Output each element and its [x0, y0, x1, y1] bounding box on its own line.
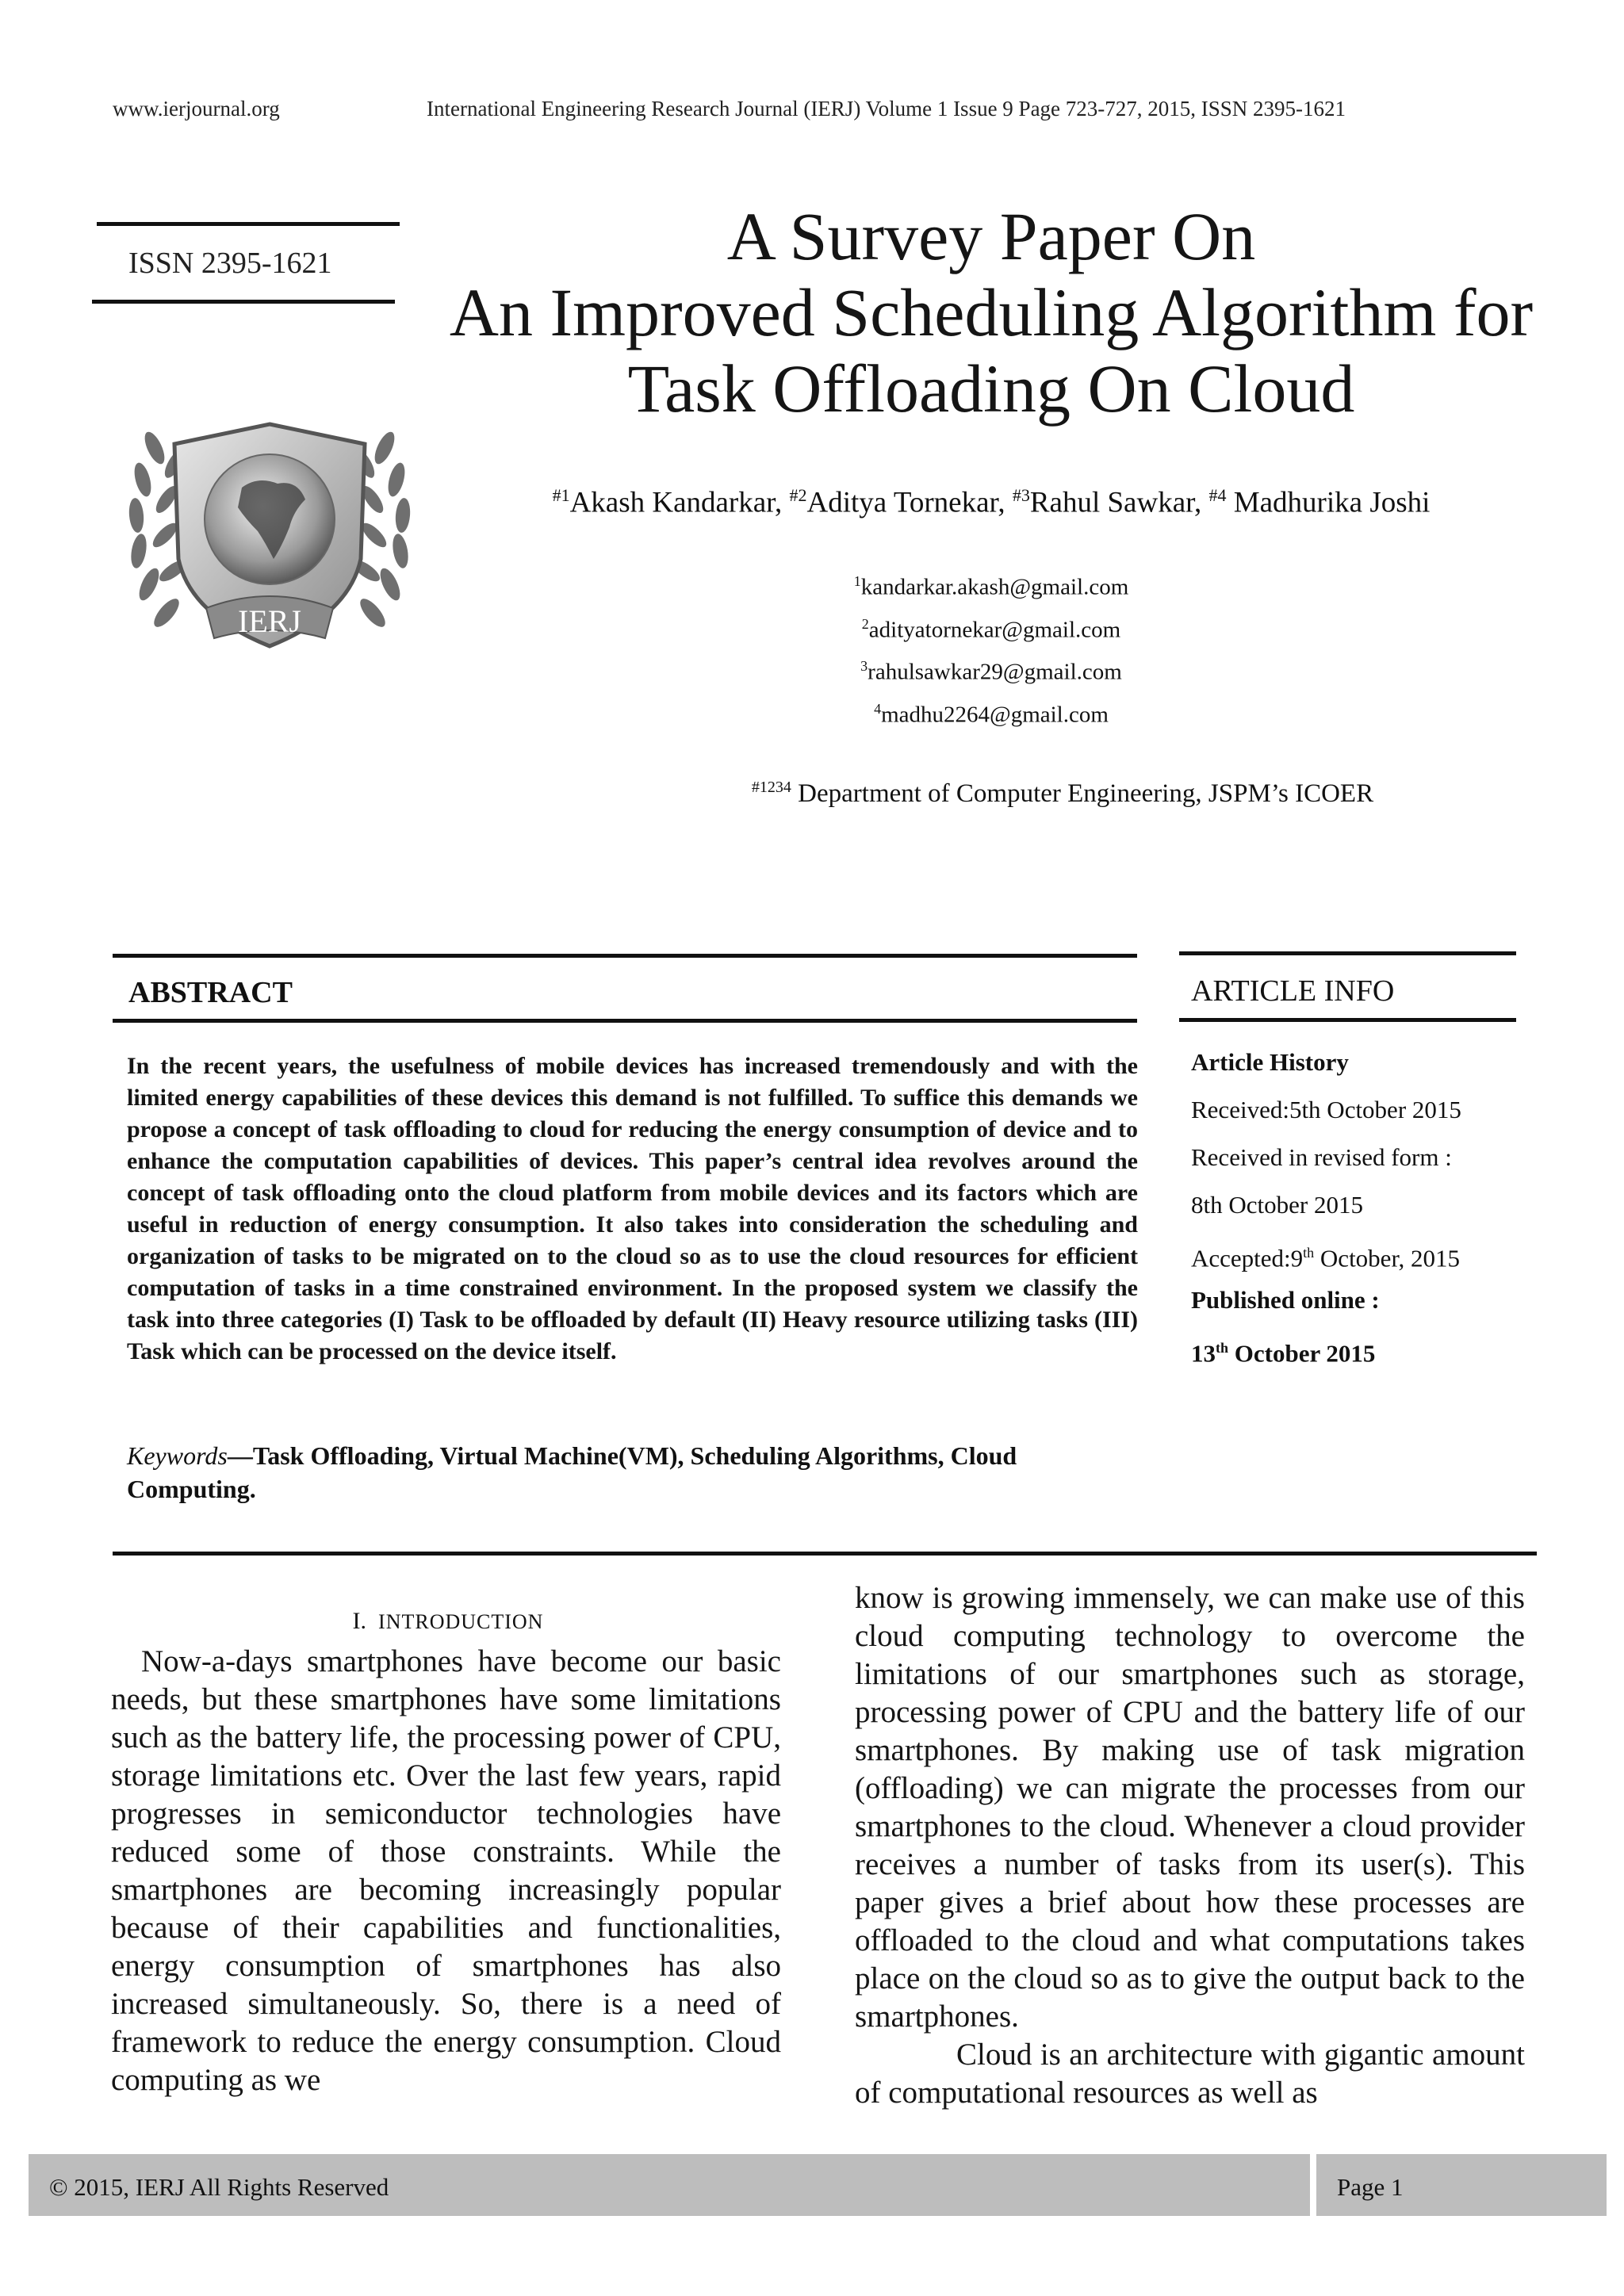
email-address: rahulsawkar29@gmail.com — [868, 659, 1122, 685]
accepted-prefix: Accepted:9 — [1191, 1244, 1304, 1272]
abstract-bottom-rule — [113, 1019, 1137, 1023]
email-address: madhu2264@gmail.com — [881, 702, 1109, 728]
email-line — [571, 691, 1411, 733]
abstract-heading: ABSTRACT — [128, 976, 293, 1009]
info-top-rule — [1179, 951, 1516, 955]
published-sup: th — [1216, 1340, 1229, 1356]
revised-label: Received in revised form : — [1191, 1143, 1452, 1171]
paper-title — [412, 198, 1570, 427]
published-date — [1191, 1332, 1548, 1380]
article-history-label: Article History — [1191, 1048, 1349, 1076]
author-name: Madhurika Joshi — [1226, 486, 1431, 519]
title-line-1: A Survey Paper On — [726, 198, 1256, 274]
email-address: adityatornekar@gmail.com — [868, 617, 1121, 643]
affiliation-text: Department of Computer Engineering, JSPM’s ICOER — [791, 779, 1374, 808]
email-line — [571, 563, 1411, 606]
received-date: Received:5th October 2015 — [1191, 1096, 1461, 1123]
info-bottom-rule — [1179, 1018, 1516, 1022]
published-label: Published online : — [1191, 1286, 1380, 1314]
keywords-label: Keywords — [127, 1441, 228, 1470]
email-mark: 3 — [860, 658, 868, 675]
title-line-2: An Improved Scheduling Algorithm for — [449, 274, 1534, 350]
email-mark: 1 — [853, 573, 861, 589]
email-mark: 4 — [874, 700, 882, 717]
copyright-notice: © 2015, IERJ All Rights Reserved — [49, 2173, 389, 2201]
body-separator-rule — [113, 1552, 1537, 1556]
abstract-text: In the recent years, the usefulness of mobile devices has increased tremendously and with the limited energy capabilities of these devices this demand is not fulfilled. To suffice this demands we propose a concept of task offloading to cloud for reducing the energy consumption of device and to enhance the computation capabilities of devices. This paper’s central idea revolves around the concept of task offloading onto the cloud platform from mobile devices and its factors which are useful in reduction of energy consumption. It also takes into consideration the scheduling and organization of tasks to be migrated on to the cloud so as to use the cloud resources for efficient computation of tasks in a time constrained environment. In the proposed system we classify the task into three categories (I) Task to be offloaded by default (II) Heavy resource utilizing tasks (III) Task which can be processed on the device itself. — [127, 1053, 1138, 1364]
body-column-right — [855, 1579, 1525, 2112]
issn-label: ISSN 2395-1621 — [128, 247, 332, 280]
issn-bottom-rule — [92, 300, 395, 304]
keywords-text: —Task Offloading, Virtual Machine(VM), Scheduling Algorithms, Cloud Computing. — [127, 1441, 1017, 1503]
email-mark: 2 — [861, 615, 869, 632]
accepted-date — [1191, 1237, 1548, 1284]
author-list — [444, 485, 1538, 519]
journal-site: www.ierjournal.org — [113, 97, 280, 121]
author-mark: #2 — [789, 485, 807, 505]
issn-top-rule — [97, 222, 400, 226]
page-number: Page 1 — [1337, 2173, 1404, 2201]
accepted-sup: th — [1303, 1245, 1315, 1261]
affiliation-mark: #1234 — [751, 779, 791, 796]
title-line-3: Task Offloading On Cloud — [627, 350, 1355, 427]
intro-paragraph-continued: know is growing immensely, we can make use of this cloud computing technology to overcome the limitations of our smartphones such as storage, processing power of CPU and the battery life of our smartphones. By making use of task migration (offloading) we can migrate the processes from our smartphones to the cloud. Whenever a cloud provider receives a number of tasks from its user(s). This paper gives a brief about how these processes are offloaded to the cloud and what computations takes place on the cloud so as to give the output back to the smartphones. — [855, 1581, 1525, 2034]
author-mark: #1 — [552, 485, 570, 505]
published-prefix: 13 — [1191, 1339, 1216, 1368]
keywords — [127, 1439, 1138, 1506]
journal-citation: International Engineering Research Journal (IERJ) Volume 1 Issue 9 Page 723-727, 2015, ISSN 2395-1621 — [427, 97, 1346, 121]
ierj-shield-logo — [111, 400, 428, 674]
author-name: Akash Kandarkar, — [569, 486, 783, 519]
logo-text: IERJ — [238, 603, 301, 639]
email-line — [571, 648, 1411, 691]
author-mark: #3 — [1012, 485, 1030, 505]
revised-date: 8th October 2015 — [1191, 1191, 1363, 1219]
accepted-suffix: October, 2015 — [1314, 1244, 1461, 1272]
intro-paragraph-2: Cloud is an architecture with gigantic amount of computational resources as well as — [855, 2038, 1525, 2110]
author-emails — [571, 563, 1411, 733]
intro-paragraph-1: Now-a-days smartphones have become our basic needs, but these smartphones have some limitations such as the battery life, the processing power of CPU, storage limitations etc. Over the last few years, rapid progresses in semiconductor technologies have reduced some of those constraints. While the smartphones are becoming increasingly popular because of their capabilities and functionalities, energy consumption of smartphones has also increased simultaneously. So, there is a need of framework to reduce the energy consumption. Cloud computing as we — [111, 1644, 781, 2097]
author-name: Aditya Tornekar, — [806, 486, 1005, 519]
section-numeral: I. — [352, 1608, 367, 1634]
author-name: Rahul Sawkar, — [1029, 486, 1202, 519]
affiliation — [500, 779, 1624, 809]
abstract-top-rule — [113, 954, 1137, 958]
section-title: INTRODUCTION — [378, 1610, 544, 1633]
article-info-heading: ARTICLE INFO — [1191, 974, 1395, 1008]
email-line — [571, 606, 1411, 649]
email-address: kandarkar.akash@gmail.com — [860, 574, 1129, 600]
section-heading-introduction — [111, 1608, 785, 1635]
body-column-left — [111, 1643, 781, 2099]
published-suffix: October 2015 — [1228, 1339, 1376, 1368]
author-mark: #4 — [1208, 485, 1227, 505]
article-info — [1191, 1047, 1548, 1380]
